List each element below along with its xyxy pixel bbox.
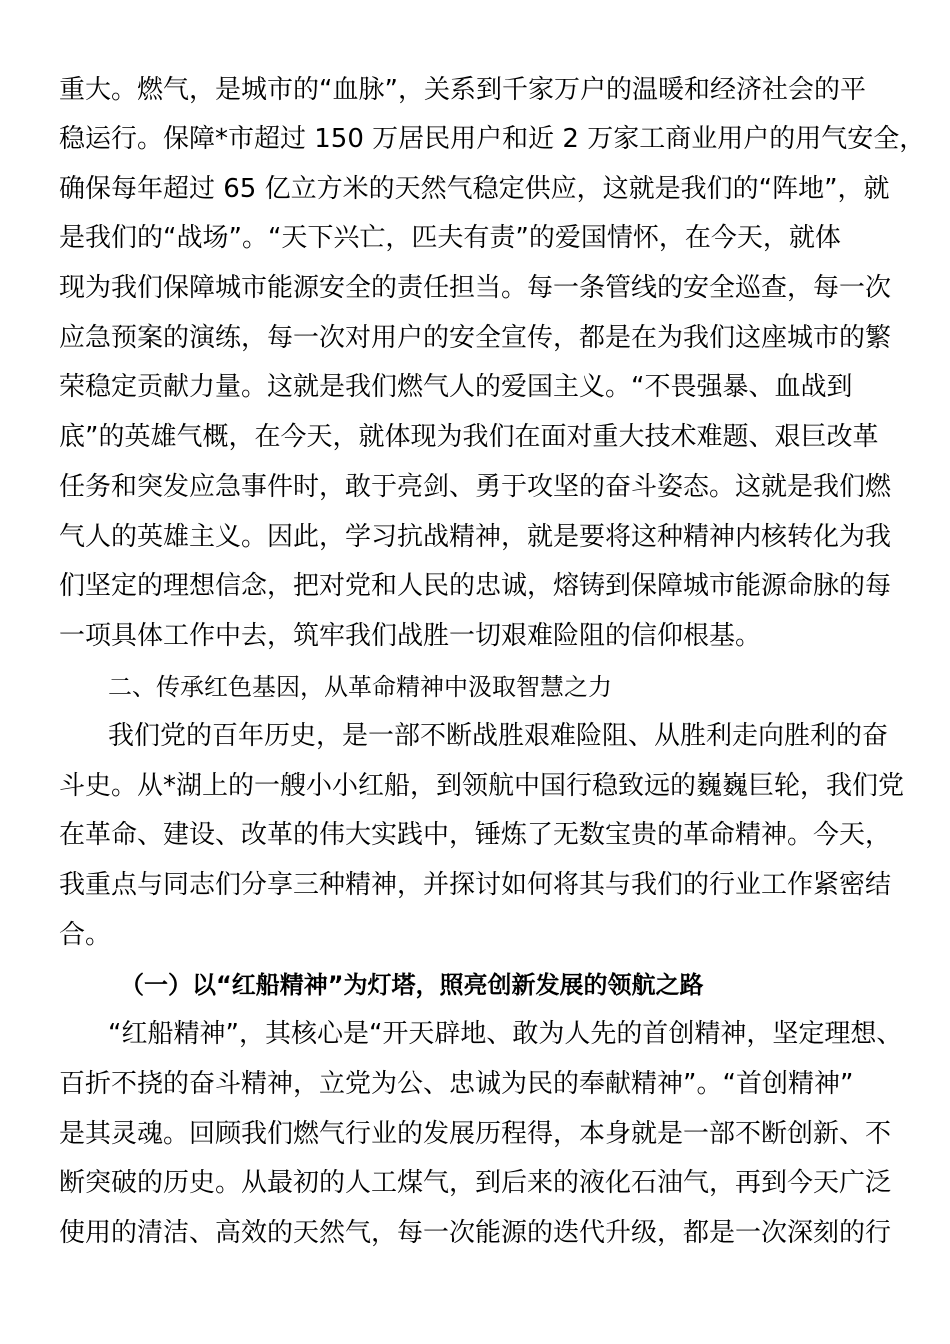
body-line: 荣稳定贡献力量。这就是我们燃气人的爱国主义。“不畏强暴、血战到	[59, 372, 853, 402]
body-line: 们坚定的理想信念，把对党和人民的忠诚，熔铸到保障城市能源命脉的每	[59, 571, 892, 601]
body-line: 一项具体工作中去，筑牢我们战胜一切艰难险阻的信仰根基。	[59, 621, 762, 651]
body-line: 合。	[59, 920, 112, 950]
body-line: 在革命、建设、改革的伟大实践中，锤炼了无数宝贵的革命精神。今天，	[59, 820, 892, 850]
body-line: 百折不挠的奋斗精神，立党为公、忠诚为民的奉献精神”。“首创精神”	[59, 1069, 854, 1099]
body-line: 是其灵魂。回顾我们燃气行业的发展历程得，本身就是一部不断创新、不	[59, 1119, 892, 1149]
body-line: 应急预案的演练，每一次对用户的安全宣传，都是在为我们这座城市的繁	[59, 323, 892, 353]
body-line: 底”的英雄气概，在今天，就体现为我们在面对重大技术难题、艰巨改革	[59, 422, 879, 452]
body-line: 确保每年超过 65 亿立方米的天然气稳定供应，这就是我们的“阵地”，就	[59, 174, 890, 204]
body-line: “红船精神”，其核心是“开天辟地、敢为人先的首创精神，坚定理想、	[108, 1019, 903, 1049]
body-line: 我们党的百年历史，是一部不断战胜艰难险阻、从胜利走向胜利的奋	[108, 721, 889, 751]
body-line: 任务和突发应急事件时，敢于亮剑、勇于攻坚的奋斗姿态。这就是我们燃	[59, 472, 892, 502]
body-line: 现为我们保障城市能源安全的责任担当。每一条管线的安全巡查，每一次	[59, 273, 892, 303]
subsection-heading: （一）以“红船精神”为灯塔，照亮创新发展的领航之路	[120, 971, 704, 999]
body-line: 气人的英雄主义。因此，学习抗战精神，就是要将这种精神内核转化为我	[59, 522, 892, 552]
section-heading: 二、传承红色基因，从革命精神中汲取智慧之力	[108, 673, 612, 701]
body-line: 使用的清洁、高效的天然气，每一次能源的迭代升级，都是一次深刻的行	[59, 1218, 892, 1248]
body-line: 断突破的历史。从最初的人工煤气，到后来的液化石油气，再到今天广泛	[59, 1168, 892, 1198]
body-line: 是我们的“战场”。“天下兴亡，匹夫有责”的爱国情怀，在今天，就体	[59, 223, 841, 253]
body-line: 重大。燃气，是城市的“血脉”，关系到千家万户的温暖和经济社会的平	[59, 75, 866, 105]
body-line: 斗史。从*湖上的一艘小小红船，到领航中国行稳致远的巍巍巨轮，我们党	[59, 771, 905, 801]
body-line: 稳运行。保障*市超过 150 万居民用户和近 2 万家工商业用户的用气安全，	[59, 124, 926, 154]
body-line: 我重点与同志们分享三种精神，并探讨如何将其与我们的行业工作紧密结	[59, 870, 892, 900]
